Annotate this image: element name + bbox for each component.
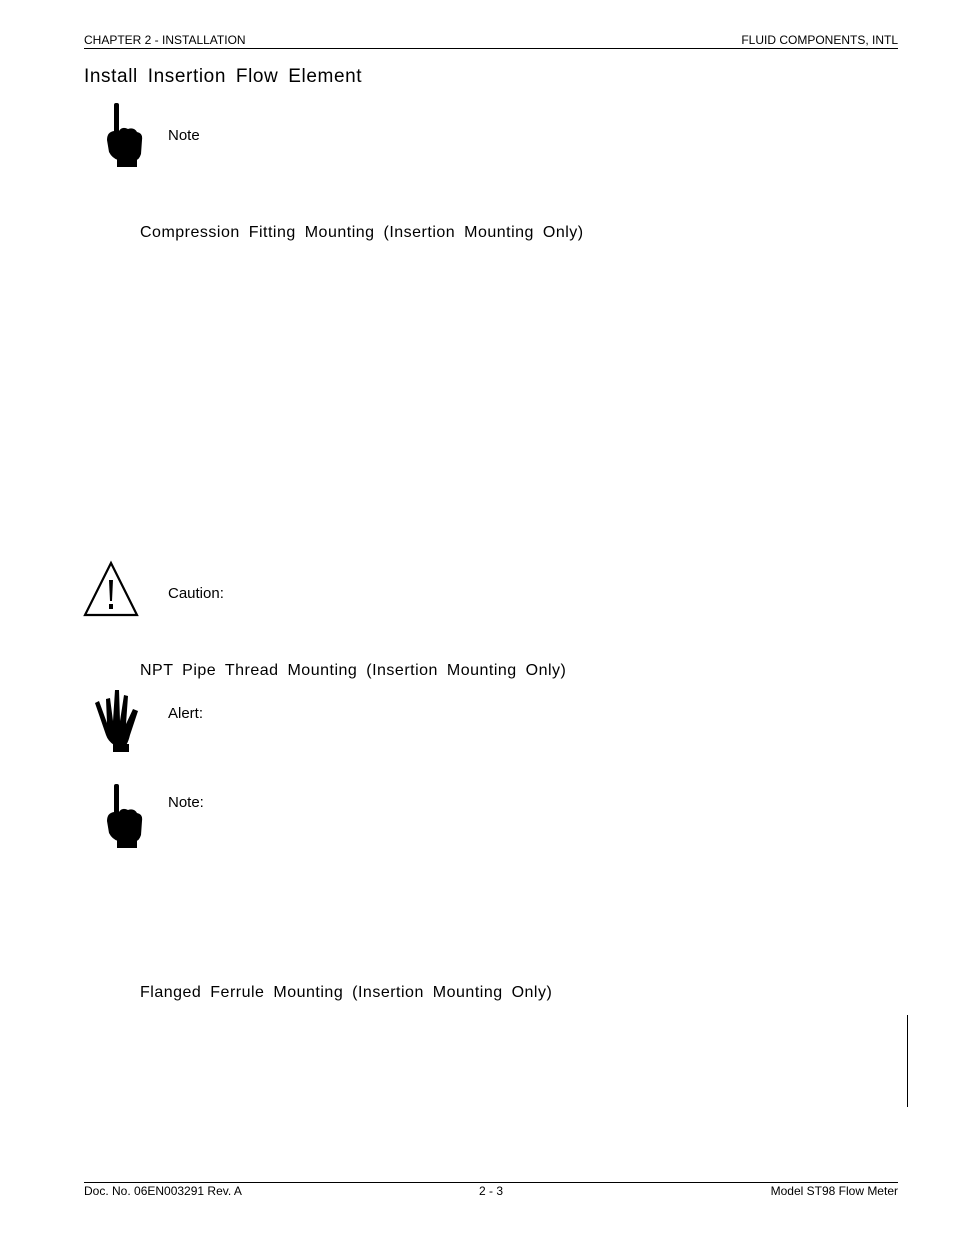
pointing-hand-icon xyxy=(104,783,144,849)
section-title: Install Insertion Flow Element xyxy=(84,66,363,87)
note-label-2: Note: xyxy=(168,794,204,811)
note-label-1: Note xyxy=(168,127,200,144)
subheading-npt: NPT Pipe Thread Mounting (Insertion Mounting Only) xyxy=(140,662,567,679)
pointing-hand-icon xyxy=(104,102,144,168)
footer-doc-number: Doc. No. 06EN003291 Rev. A xyxy=(84,1184,242,1198)
header-chapter: CHAPTER 2 - INSTALLATION xyxy=(84,33,246,47)
subheading-flanged: Flanged Ferrule Mounting (Insertion Mounting Only) xyxy=(140,984,553,1001)
subheading-compression: Compression Fitting Mounting (Insertion Mounting Only) xyxy=(140,224,584,241)
header-rule xyxy=(84,48,898,49)
change-bar xyxy=(907,1015,908,1107)
alert-label: Alert: xyxy=(168,705,204,722)
caution-label: Caution: xyxy=(168,585,224,602)
header-company: FLUID COMPONENTS, INTL xyxy=(741,33,898,47)
footer-model: Model ST98 Flow Meter xyxy=(770,1184,898,1198)
footer-rule xyxy=(84,1182,898,1183)
footer-page-number: 2 - 3 xyxy=(479,1184,504,1198)
open-hand-icon xyxy=(92,687,144,753)
warning-triangle-icon xyxy=(83,560,139,617)
